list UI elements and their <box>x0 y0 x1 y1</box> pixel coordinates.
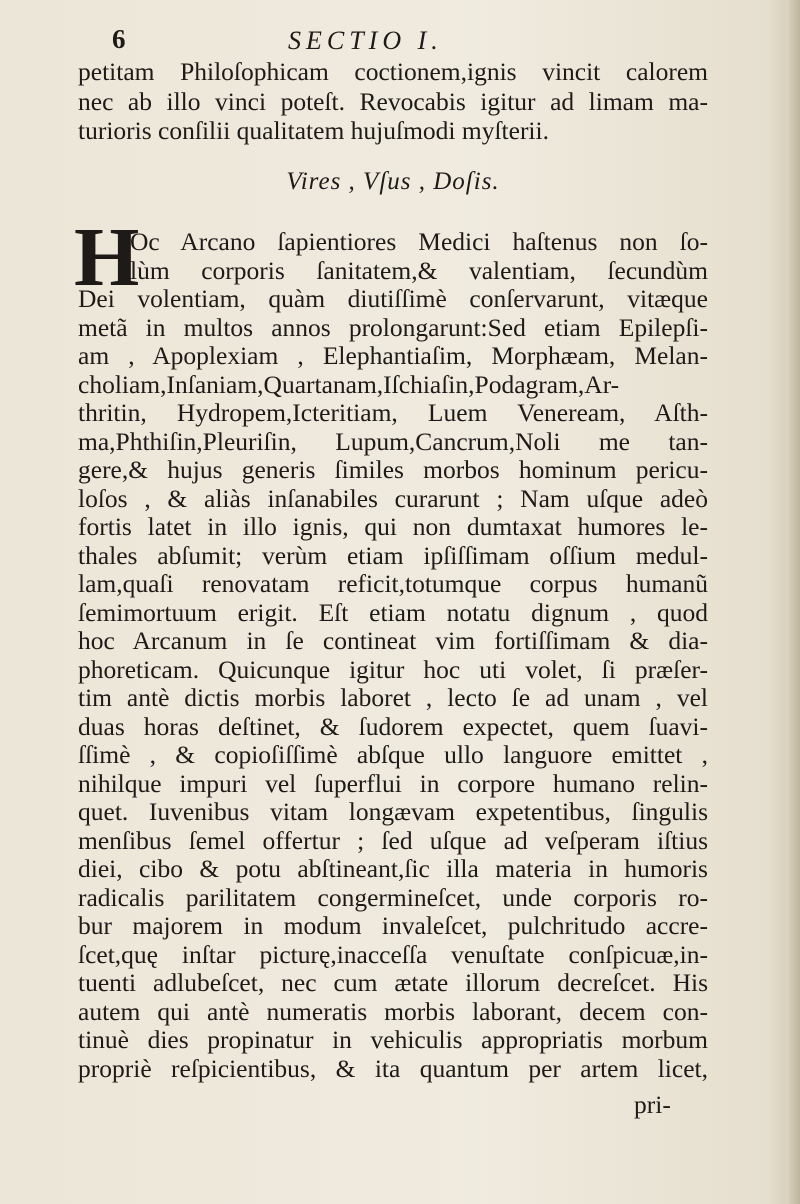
text-line: ſemimortuum erigit. Eſt etiam notatu dignum , quod <box>78 597 708 627</box>
text-line: fortis latet in illo ignis, qui non dumtaxat humores le- <box>78 512 708 541</box>
text-line: thritin, Hydropem,Icteritiam, Luem Veneream, Aſth- <box>78 398 708 427</box>
text-line: Oc Arcano ſapientiores Medici haſtenus non ſo- <box>130 227 708 256</box>
running-head: SECTIO I. <box>288 26 443 55</box>
text-line: ma,Phthiſin,Pleuriſin, Lupum,Cancrum,Noli me tan- <box>78 426 708 456</box>
text-line: gere,& hujus generis ſimiles morbos hominum pericu- <box>78 455 708 484</box>
text-line: Dei volentiam, quàm diutiſſimè conſervarunt, vitæque <box>78 284 708 313</box>
text-line: diei, cibo & potu abſtineant,ſic illa materia in humoris <box>78 854 708 883</box>
text-line: choliam,Inſaniam,Quartanam,Iſchiaſin,Podagram,Ar- <box>78 369 620 399</box>
text-line: loſos , & aliàs inſanabiles curarunt ; Nam uſque adeò <box>78 483 708 513</box>
text-line: thales abſumit; verùm etiam ipſiſſimam oſſium medul- <box>78 540 708 570</box>
text-line: phoreticam. Quicunque igitur hoc uti volet, ſi præſer- <box>78 654 708 684</box>
drop-cap: H <box>74 211 140 304</box>
page-number: 6 <box>112 24 126 54</box>
text-line: nec ab illo vinci poteſt. Revocabis igitur ad limam ma- <box>78 86 708 116</box>
text-line: metã in multos annos prolongarunt:Sed etiam Epilepſi- <box>78 312 708 342</box>
text-line: radicalis parilitatem congermineſcet, unde corporis ro- <box>78 882 708 912</box>
text-line: lam,quaſi renovatam reficit,totumque corpus humanũ <box>78 569 708 598</box>
text-line: lùm corporis ſanitatem,& valentiam, ſecundùm <box>130 255 708 285</box>
text-line: tuenti adlubeſcet, nec cum ætate illorum decreſcet. His <box>78 968 708 997</box>
text-line: tim antè dictis morbis laboret , lecto ſe ad unam , vel <box>78 683 708 712</box>
text-line: quet. Iuvenibus vitam longævam expetentibus, ſingulis <box>78 797 708 826</box>
text-line: hoc Arcanum in ſe contineat vim fortiſſimam & dia- <box>78 626 708 655</box>
page-edge <box>786 0 800 1204</box>
text-line: bur majorem in modum invaleſcet, pulchritudo accre- <box>78 911 708 940</box>
text-line: am , Apoplexiam , Elephantiaſim, Morphæam, Melan- <box>78 341 708 370</box>
text-line: autem qui antè numeratis morbis laborant, decem con- <box>78 996 708 1026</box>
text-line: nihilque impuri vel ſuperflui in corpore humano relin- <box>78 768 708 798</box>
section-subheading: Vires , Vſus , Doſis. <box>286 168 500 195</box>
text-line: propriè reſpicientibus, & ita quantum per artem licet, <box>78 1053 708 1083</box>
text-line: ſcet,quę inſtar picturę,inacceſſa venuſtate conſpicuæ,in- <box>78 939 708 969</box>
text-line: turioris conſilii qualitatem hujuſmodi myſterii. <box>78 116 549 145</box>
text-line: duas horas deſtinet, & ſudorem expectet, quem ſuavi- <box>78 711 708 741</box>
text-line: petitam Philoſophicam coctionem,ignis vincit calorem <box>78 57 708 86</box>
catchword: pri- <box>634 1090 671 1119</box>
text-line: tinuè dies propinatur in vehiculis appropriatis morbum <box>78 1025 708 1054</box>
text-line: menſibus ſemel offertur ; ſed uſque ad veſperam iſtius <box>78 825 708 855</box>
text-line: ſſimè , & copioſiſſimè abſque ullo languore emittet , <box>78 740 708 769</box>
